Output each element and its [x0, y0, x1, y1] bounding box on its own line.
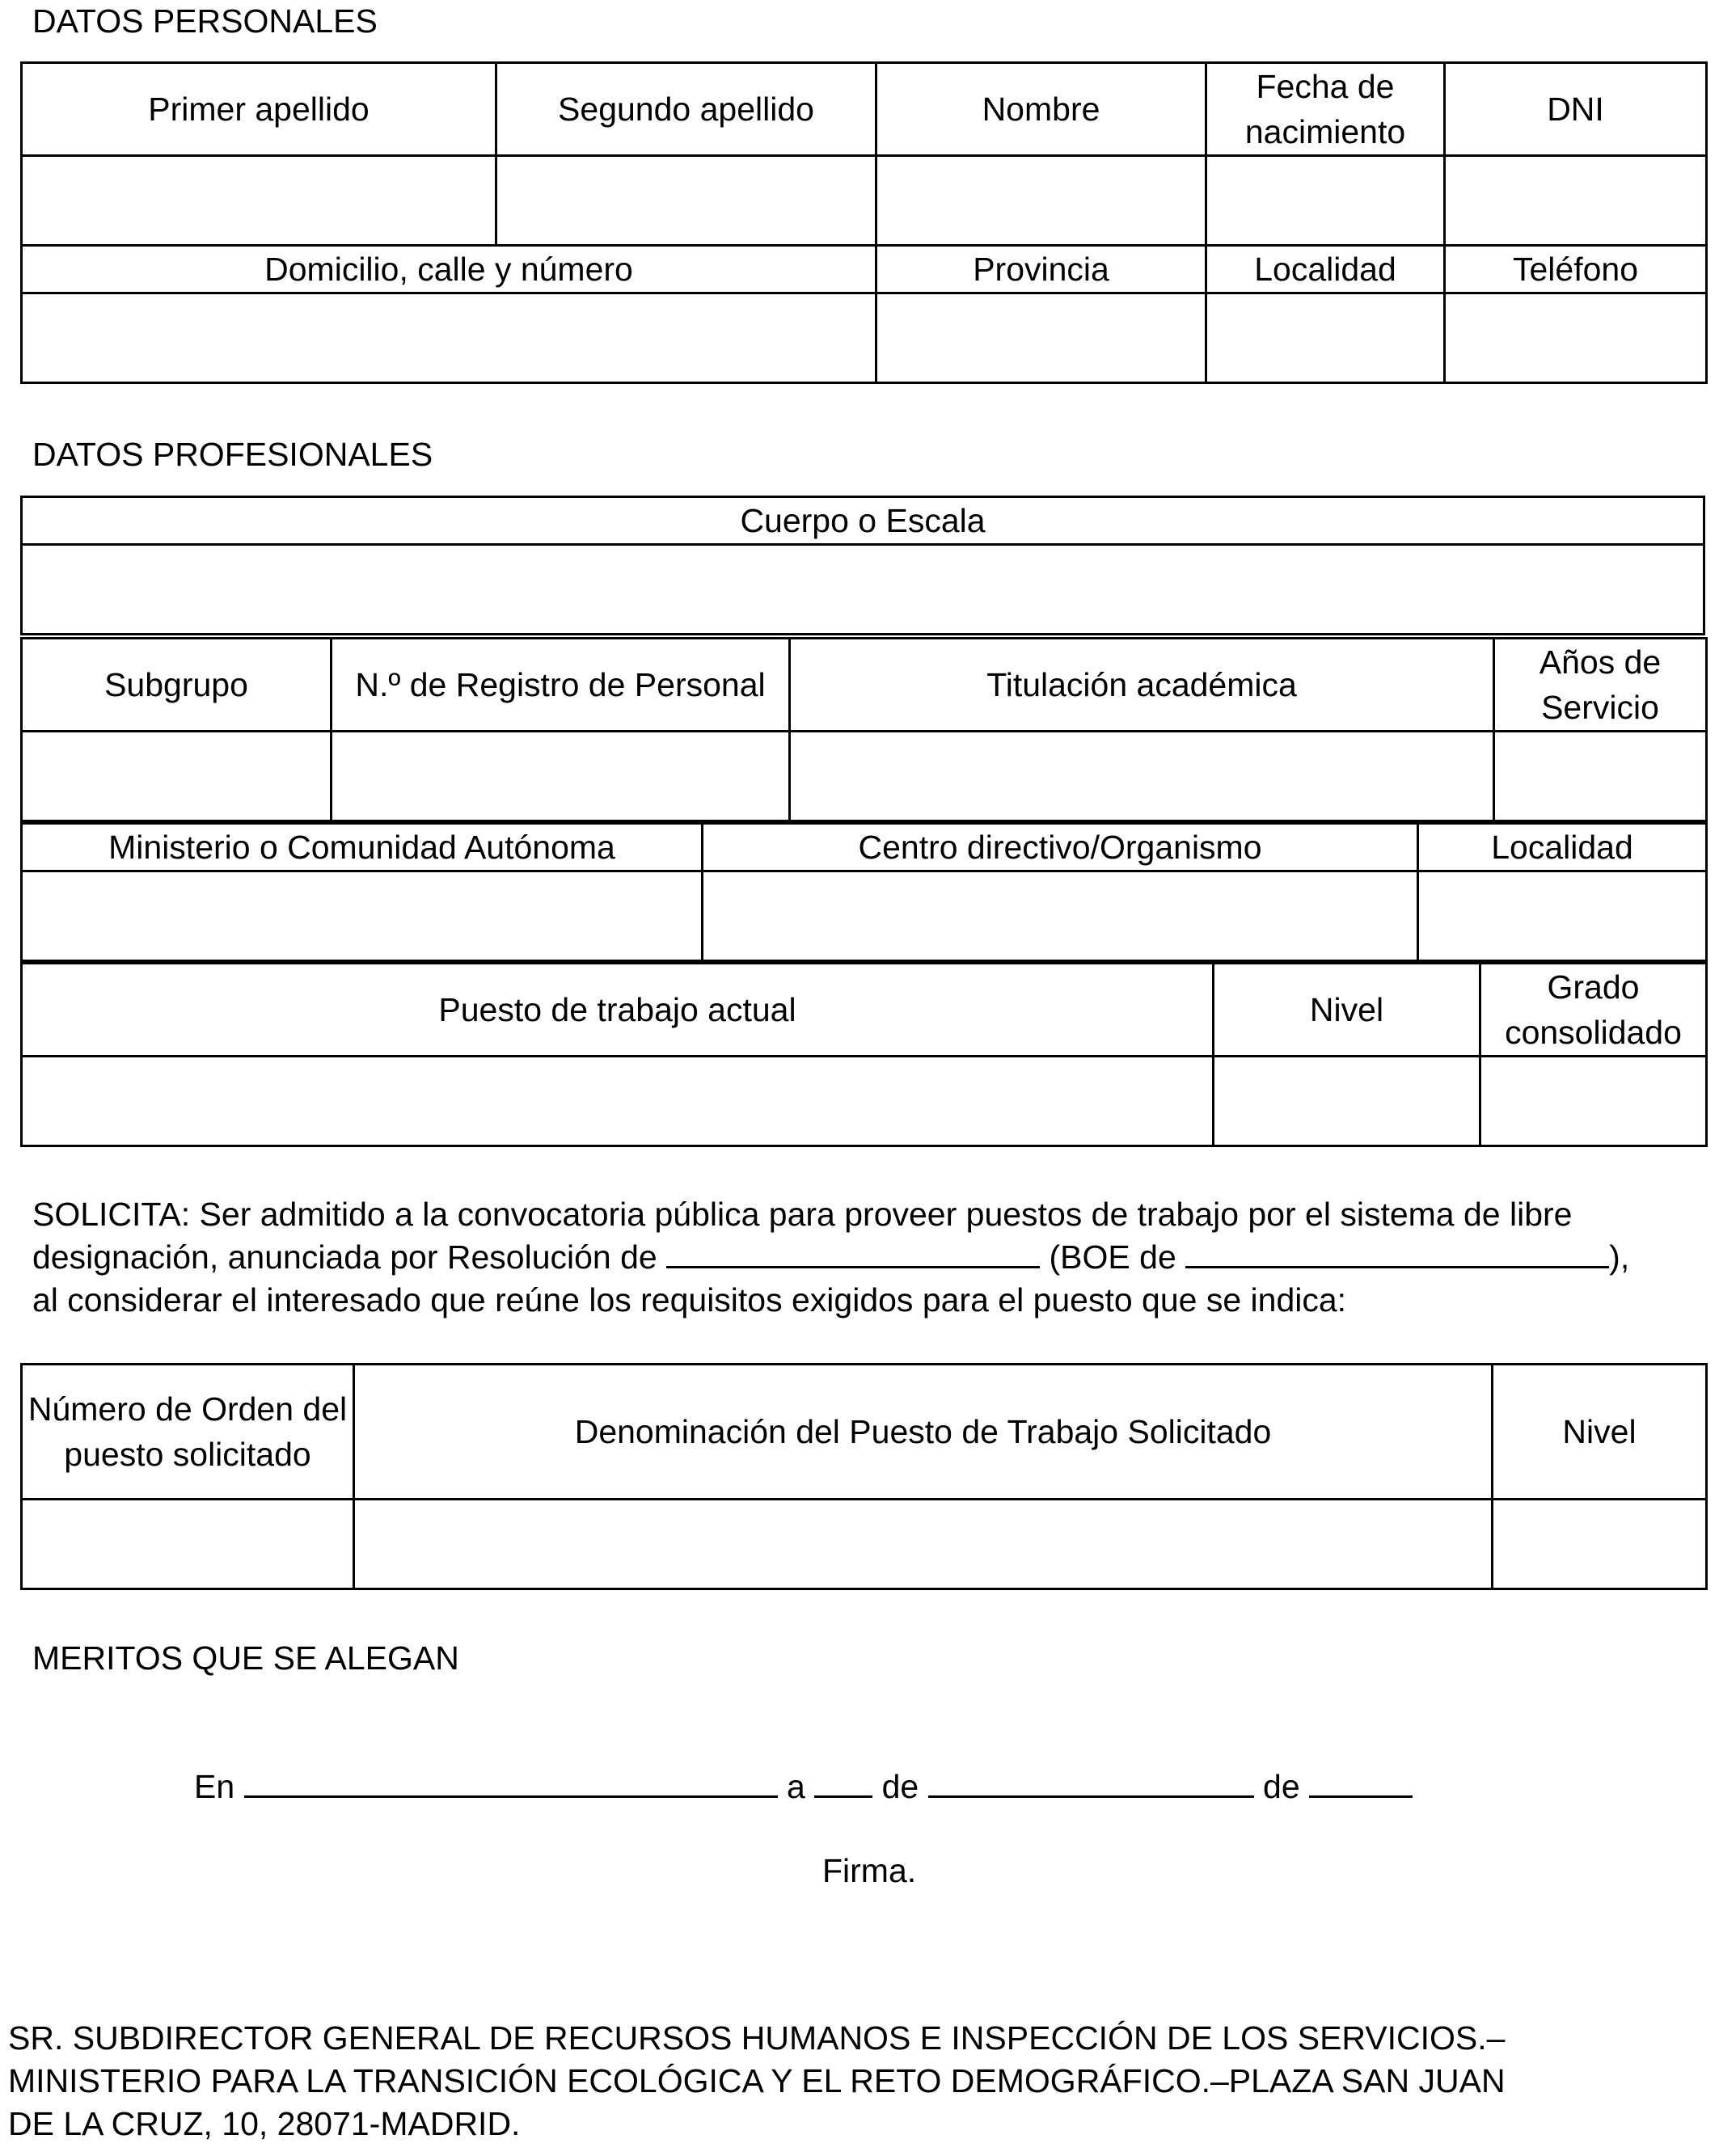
- field-fecha-nacimiento[interactable]: [1206, 156, 1445, 246]
- personal-data-table: [20, 61, 1708, 384]
- signature-place-date-line: [194, 1767, 1413, 1806]
- header-fecha-nacimiento: Fecha de nacimiento: [1206, 63, 1445, 156]
- signature-de1-label: de: [881, 1768, 919, 1805]
- field-nombre[interactable]: [876, 156, 1206, 246]
- section-title-merits: MERITOS QUE SE ALEGAN: [32, 1639, 459, 1677]
- field-anos-servicio[interactable]: [1494, 732, 1707, 821]
- field-primer-apellido[interactable]: [22, 156, 496, 246]
- header-nivel-solicitado: Nivel: [1493, 1365, 1707, 1500]
- field-telefono[interactable]: [1445, 293, 1707, 383]
- field-localidad-prof[interactable]: [1418, 871, 1707, 961]
- signature-day-blank[interactable]: [814, 1768, 872, 1798]
- header-registro-personal: N.º de Registro de Personal: [332, 639, 790, 732]
- header-telefono: Teléfono: [1445, 246, 1707, 293]
- footer-address-line-1: SR. SUBDIRECTOR GENERAL DE RECURSOS HUMANOS E INSPECCIÓN DE LOS SERVICIOS.–: [8, 2019, 1506, 2057]
- field-cuerpo-escala[interactable]: [22, 545, 1704, 635]
- header-nombre: Nombre: [876, 63, 1206, 156]
- professional-puesto-table: [20, 962, 1708, 1147]
- resolution-date-blank[interactable]: [666, 1238, 1040, 1268]
- header-cuerpo-escala: Cuerpo o Escala: [22, 497, 1704, 545]
- signature-place-blank[interactable]: [244, 1768, 778, 1798]
- requested-position-table: [20, 1363, 1708, 1590]
- field-nivel-actual[interactable]: [1214, 1057, 1480, 1146]
- footer-address-line-3: DE LA CRUZ, 10, 28071-MADRID.: [8, 2105, 521, 2142]
- field-titulacion[interactable]: [790, 732, 1494, 821]
- header-localidad: Localidad: [1206, 246, 1445, 293]
- field-dni[interactable]: [1445, 156, 1707, 246]
- request-resolution-label: designación, anunciada por Resolución de: [32, 1238, 657, 1276]
- header-provincia: Provincia: [876, 246, 1206, 293]
- header-puesto-actual: Puesto de trabajo actual: [22, 964, 1214, 1057]
- professional-ministerio-table: [20, 822, 1708, 962]
- request-line-3: al considerar el interesado que reúne los requisitos exigidos para el puesto que se indica:: [32, 1281, 1347, 1318]
- professional-cuerpo-table: [20, 496, 1705, 635]
- footer-address-line-2: MINISTERIO PARA LA TRANSICIÓN ECOLÓGICA Y EL RETO DEMOGRÁFICO.–PLAZA SAN JUAN: [8, 2062, 1506, 2099]
- header-domicilio: Domicilio, calle y número: [22, 246, 876, 293]
- field-registro-personal[interactable]: [332, 732, 790, 821]
- field-subgrupo[interactable]: [22, 732, 332, 821]
- header-denominacion: Denominación del Puesto de Trabajo Solicitado: [354, 1365, 1493, 1500]
- section-title-professional: DATOS PROFESIONALES: [32, 436, 433, 473]
- field-nivel-solicitado[interactable]: [1493, 1500, 1707, 1589]
- request-boe-label: (BOE de: [1049, 1238, 1176, 1276]
- signature-a-label: a: [786, 1768, 805, 1805]
- field-domicilio[interactable]: [22, 293, 876, 383]
- field-puesto-actual[interactable]: [22, 1057, 1214, 1146]
- boe-date-blank[interactable]: [1185, 1238, 1609, 1268]
- header-ministerio: Ministerio o Comunidad Autónoma: [22, 824, 703, 871]
- field-ministerio[interactable]: [22, 871, 703, 961]
- field-provincia[interactable]: [876, 293, 1206, 383]
- signature-year-blank[interactable]: [1309, 1768, 1413, 1798]
- professional-registro-table: [20, 637, 1708, 822]
- field-localidad[interactable]: [1206, 293, 1445, 383]
- request-line-2: [32, 1236, 1629, 1279]
- header-subgrupo: Subgrupo: [22, 639, 332, 732]
- header-titulacion: Titulación académica: [790, 639, 1494, 732]
- field-segundo-apellido[interactable]: [496, 156, 876, 246]
- field-grado-consolidado[interactable]: [1480, 1057, 1707, 1146]
- signature-firma-label: Firma.: [822, 1852, 917, 1889]
- header-dni: DNI: [1445, 63, 1707, 156]
- field-numero-orden[interactable]: [22, 1500, 354, 1589]
- header-anos-servicio: Años de Servicio: [1494, 639, 1707, 732]
- header-primer-apellido: Primer apellido: [22, 63, 496, 156]
- header-grado-consolidado: Grado consolidado: [1480, 964, 1707, 1057]
- signature-month-blank[interactable]: [928, 1768, 1254, 1798]
- header-localidad-prof: Localidad: [1418, 824, 1707, 871]
- field-centro-directivo[interactable]: [703, 871, 1418, 961]
- header-nivel-actual: Nivel: [1214, 964, 1480, 1057]
- signature-en-label: En: [194, 1768, 235, 1805]
- request-close-paren: ),: [1609, 1238, 1630, 1276]
- header-centro-directivo: Centro directivo/Organismo: [703, 824, 1418, 871]
- header-segundo-apellido: Segundo apellido: [496, 63, 876, 156]
- field-denominacion[interactable]: [354, 1500, 1493, 1589]
- request-line-1: SOLICITA: Ser admitido a la convocatoria pública para proveer puestos de trabajo por el sistema de libre: [32, 1196, 1573, 1233]
- section-title-personal: DATOS PERSONALES: [32, 2, 378, 40]
- header-numero-orden: Número de Orden del puesto solicitado: [22, 1365, 354, 1500]
- signature-de2-label: de: [1263, 1768, 1300, 1805]
